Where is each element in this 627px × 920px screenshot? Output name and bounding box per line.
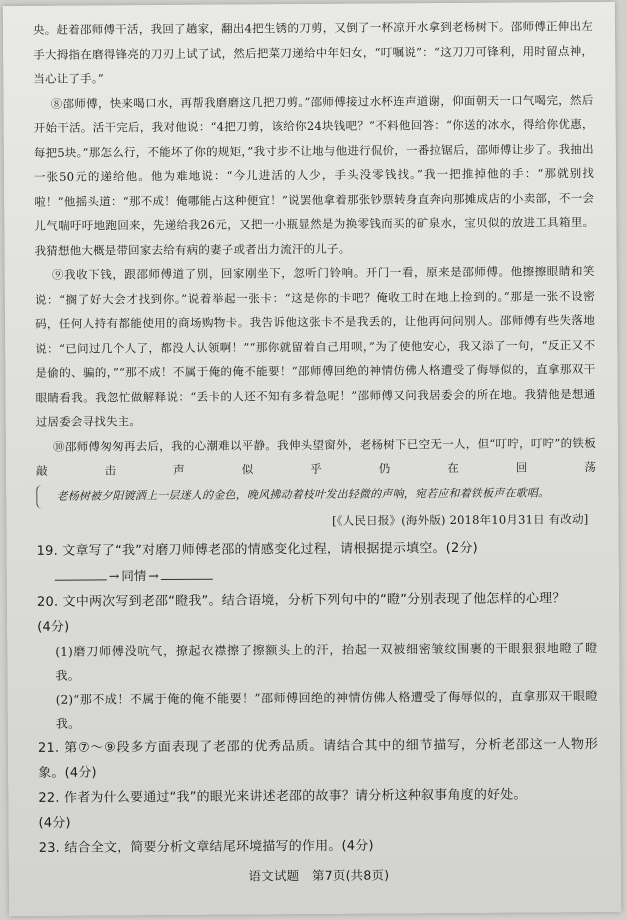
q19-middle-word: 同情 — [121, 568, 147, 584]
paragraph-10-text: ⑩邵师傅匆匆再去后，我的心潮难以平静。我伸头望窗外，老杨树下已空无一人，但“叮咛，叮咛”的铁板敲击声似乎仍在回荡 — [36, 435, 597, 478]
question-20-score: (4分) — [37, 619, 70, 635]
page-footer: 语文试题 第7页(共8页) — [248, 867, 390, 884]
question-22: 22. 作者为什么要通过“我”的眼光来讲述老邵的故事？请分析这种叙事角度的好处。 — [38, 787, 527, 806]
paragraph-continued: 央。赶着邵师傅干活，我回了趟家，翻出4把生锈的刀剪，又倒了一杯凉开水拿到老杨树下。邵师傅正伸出左手大拇指在磨得锋亮的刀刃上试了试，然后把菜刀递给中年妇女，“叮嘱说”：“这刀刀可锋利，用时留点神，当心让了手。” — [32, 19, 594, 86]
question-21: 21. 第⑦～⑨段多方面表现了老邵的优秀品质。请结合其中的细节描写，分析老邵这一人物形象。(4分) — [37, 737, 599, 781]
q20-subquestion-1: (1)磨刀师傅没吭气，撩起衣襟擦了擦额头上的汗，抬起一双被细密皱纹围裹的干眼狠狠地瞪了瞪我。 — [55, 641, 598, 683]
handwritten-annotation: 老杨树被夕阳镀洒上一层迷人的金色，晚风拂动着枝叶发出轻微的声响，宛若应和着铁板声在歌唱。 — [36, 481, 549, 509]
page-content — [33, 14, 599, 891]
q19-blank-2[interactable] — [161, 565, 213, 580]
arrow-icon: → — [148, 568, 159, 584]
q19-fill-row — [37, 560, 597, 590]
paragraph-8: ⑧邵师傅，快来喝口水，再帮我磨磨这几把刀剪。”邵师傅接过水杯连声道谢，仰面朝天一口气喝完，然后开始干活。活干完后，我对他说：“4把刀剪，该给你24块钱吧？”不料他回答：“你送的冰水，得给你优惠，每把5块。”那怎么行，不能坏了你的规矩，”我寸步不让地与他进行侃价，一番拉锯后，邵师傅让步了。我抽出一张50元的递给他。他为难地说：“今儿进活的人少，手头没零钱找。”我一把推掉他的手：“那就别找啦！”他摇头道：“那不成！俺哪能占这种便宜！”说罢他拿着那张钞票转身直奔向那摊成店的小卖部，不一会儿气喘吁吁地跑回来，先递给我26元，又把一小瓶显然是为换零钱而买的矿泉水，宝贝似的放进工具箱里。我猜想他大概是带回家去给有病的妻子或者出力流汗的儿子。 — [33, 92, 595, 258]
question-19: 19. 文章写了“我”对磨刀师傅老邵的情感变化过程，请根据提示填空。(2分) — [36, 540, 478, 559]
source-citation: [《人民日报》(海外版) 2018年10月31日 有改动] — [332, 512, 589, 528]
arrow-icon: → — [108, 568, 120, 584]
q19-blank-1[interactable] — [55, 565, 107, 580]
question-23: 23. 结合全文，简要分析文章结尾环境描写的作用。(4分) — [38, 838, 374, 856]
question-22-score: (4分) — [38, 815, 71, 831]
paragraph-9: ⑨我收下钱，跟邵师傅道了别，回家刚坐下，忽听门铃响。开门一看，原来是邵师傅。他擦擦眼睛和笑说：“搁了好大会才找到你。”说着举起一张卡：“这是你的卡吧？俺收工时在地上捡到的。”那是一张不设密码，任何人持有都能使用的商场购物卡。我告诉他这张卡不是我丢的，让他再问问别人。邵师傅有些失落地说：“已问过几个人了，都没人认领啊！”“那你就留着自己用呗，”为了使他安心，我又添了一句，“反正又不是偷的、骗的，”“那不成！不属于俺的俺不能要！”邵师傅回绝的神情仿佛人格遭受了侮辱似的，直拿那双干眼睛看我。我忽忙做解释说：“丢卡的人还不知有多着急呢！”邵师傅又问我居委会的所在地。我猜他是想通过居委会寻找失主。 — [34, 264, 596, 429]
exam-page — [3, 2, 621, 916]
question-20: 20. 文中两次写到老邵“瞪我”。结合语境，分析下列句中的“瞪”分别表现了他怎样的心理？ — [36, 591, 566, 610]
q20-subquestion-2: (2)“那不成！不属于俺的俺不能要！”邵师傅回绝的神情仿佛人格遭受了侮辱似的，直拿那双干眼瞪我。 — [55, 689, 598, 731]
paragraph-10 — [36, 431, 597, 509]
